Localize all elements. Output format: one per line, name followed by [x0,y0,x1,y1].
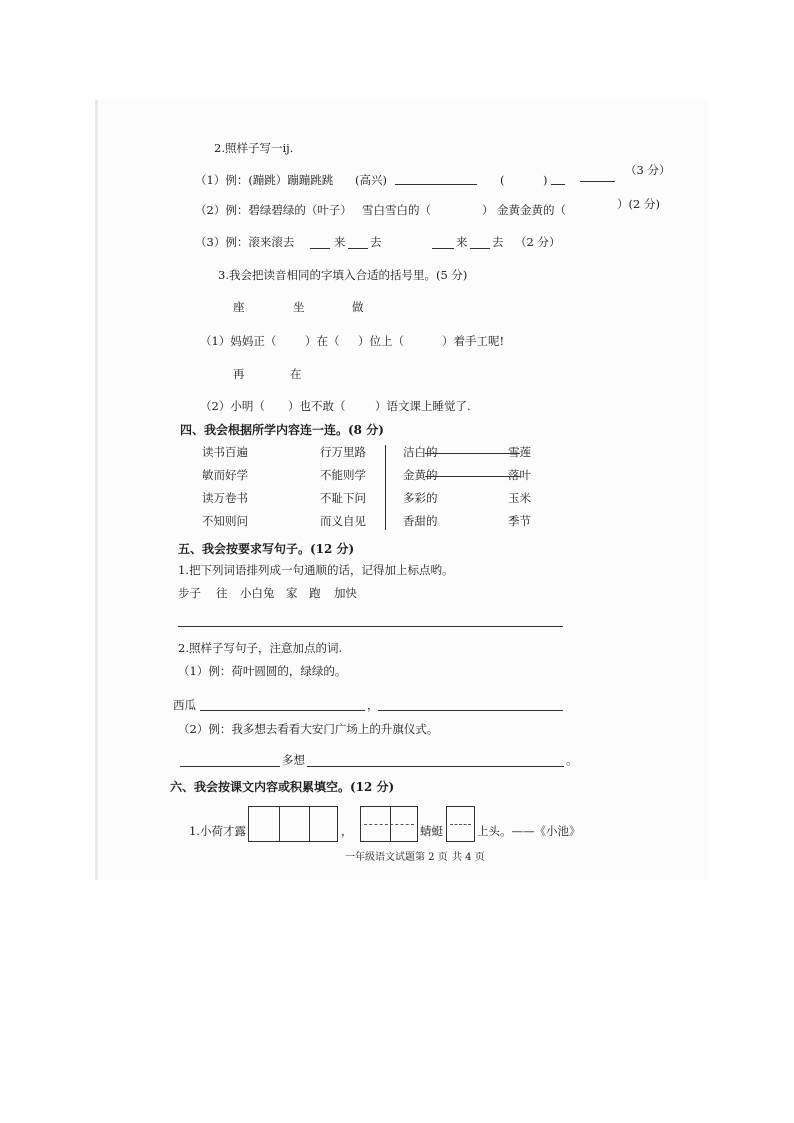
q2-item3-qu-2: 去 [492,235,504,249]
q2-item3-lai: 来 [334,235,346,249]
answer-line[interactable] [395,184,477,185]
column-divider [385,445,386,530]
sec6-q1-start: 1.小荷才露 [189,824,246,838]
sec5-comma: ， [367,698,379,712]
match-left-item: 敏而好学 [202,468,248,482]
q2-item3-label: （3）例：滚来滚去 [195,235,295,249]
answer-line[interactable] [432,248,454,249]
sec5-duoxiang: 多想 [282,753,305,767]
answer-line[interactable] [348,248,368,249]
q2-item2-label: （2）例：碧绿碧绿的（叶子） [195,203,352,217]
writing-grid[interactable] [360,806,418,842]
q3-s1-c: ）位上（ [358,334,404,348]
word-tile: 步子 [178,586,201,600]
q3-s2-a: （2）小明（ [200,399,265,413]
q2-item2-close: ） [482,203,494,217]
grid-cell-divider [390,807,391,841]
q2-item1-paren-close: ) [543,173,548,187]
match-right-a: 多彩的 [403,491,438,505]
word-tile: 加快 [334,586,357,600]
q2-item2-score: ）(2 分) [617,197,660,211]
q2-item1-paren-open: ( [500,173,505,187]
sec5-q2: 2.照样子写句子，注意加点的词. [178,641,343,655]
q2-item1-label: （1）例：(蹦跳）蹦蹦跳跳 [195,173,334,187]
q3-char: 坐 [293,300,305,314]
match-mid-item: 不能则学 [320,468,366,482]
grid-guide [450,824,471,825]
sec5-period: 。 [566,753,578,767]
match-right-b: 玉米 [508,491,531,505]
sec6-q1-end: 上头。——《小池》 [477,824,581,838]
q2-item2-right: 金黄金黄的（ [497,203,566,217]
match-left-item: 不知则问 [202,514,248,528]
footer-page: 一年级语文试题第 2 页 [345,852,448,863]
q2-title: 2.照样子写一ij. [214,141,294,155]
q3-char: 座 [233,300,245,314]
answer-line[interactable] [180,766,280,767]
answer-line[interactable] [378,710,563,711]
q3-char: 做 [352,300,364,314]
q3-char: 再 [233,367,245,381]
writing-grid[interactable] [446,806,475,842]
q3-title: 3.我会把读音相同的字填入合适的括号里。(5 分) [218,268,468,282]
word-tile: 家 [286,586,298,600]
q2-item3-lai-2: 来 [456,235,468,249]
sec5-ex2: （2）例：我多想去看看大安门广场上的升旗仪式。 [178,722,439,736]
footer-total: 共 4 页 [452,852,485,863]
match-mid-item: 行万里路 [320,445,366,459]
match-right-b: 雪莲 [508,445,531,459]
match-right-b: 季节 [508,514,531,528]
grid-cell-divider [309,807,310,841]
sec6-q1-mid: 蜻蜓 [420,824,443,838]
scanned-exam-page [95,100,708,880]
q2-item2-mid: 雪白雪白的（ [362,203,431,217]
grid-cell-divider [279,807,280,841]
answer-line[interactable] [470,248,490,249]
q2-item3-qu: 去 [370,235,382,249]
q3-s1-b: ）在（ [305,334,340,348]
match-mid-item: 而义自见 [320,514,366,528]
match-left-item: 读万卷书 [202,491,248,505]
writing-grid[interactable] [248,806,338,842]
match-right-b: 落叶 [508,468,531,482]
match-link-line[interactable] [425,453,520,454]
sec5-xigua: 西瓜 [173,698,196,712]
word-tile: 往 [216,586,228,600]
answer-line[interactable] [200,710,365,711]
answer-line[interactable] [310,248,330,249]
sec5-q1: 1.把下列词语排列成一句通顺的话，记得加上标点哟。 [178,563,454,577]
q2-item1-score: （3 分） [625,163,671,177]
answer-line[interactable] [307,766,564,767]
sec6-comma: ， [341,824,353,838]
match-right-a: 洁白的 [403,445,438,459]
q3-char: 在 [290,367,302,381]
match-mid-item: 不耻下问 [320,491,366,505]
q2-item3-score: （2 分） [515,235,561,249]
sec5-title: 五、我会按要求写句子。(12 分) [178,542,355,556]
q3-s1-a: （1）妈妈正（ [200,334,277,348]
word-tile: 跑 [309,586,321,600]
q3-s2-c: ）语文课上睡觉了. [375,399,471,413]
grid-guide [364,824,414,825]
sec5-ex1: （1）例：荷叶圆圆的，绿绿的。 [178,664,347,678]
answer-line[interactable] [551,184,565,185]
q3-s1-d: ）着手工呢! [442,334,505,348]
match-link-line[interactable] [425,476,520,477]
q3-s2-b: ）也不敢（ [288,399,346,413]
sec4-title: 四、我会根据所学内容连一连。(8 分) [180,423,384,437]
match-right-a: 香甜的 [403,514,438,528]
match-left-item: 读书百遍 [202,445,248,459]
answer-line[interactable] [178,626,563,627]
word-tile: 小白兔 [240,586,275,600]
answer-line[interactable] [580,181,615,182]
sec6-title: 六、我会按课文内容或积累填空。(12 分) [170,780,395,794]
match-right-a: 金黄的 [403,468,438,482]
q2-item1-prompt: (高兴) [355,173,387,187]
